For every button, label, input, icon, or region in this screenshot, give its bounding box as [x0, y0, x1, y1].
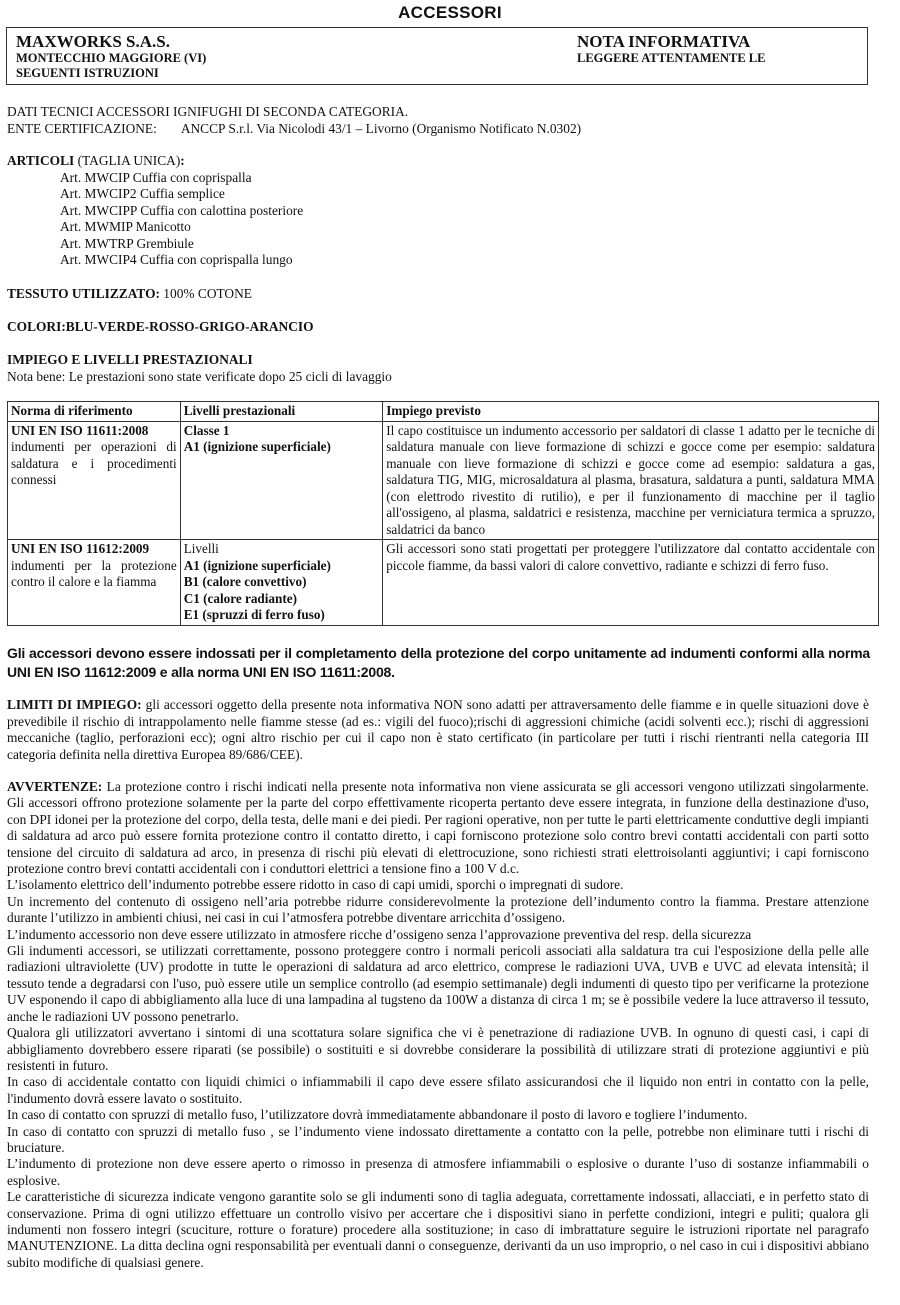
level-item: B1 (calore convettivo)	[183, 574, 307, 589]
document-title: ACCESSORI	[398, 3, 502, 22]
paragraph: Le caratteristiche di sicurezza indicate vengono garantite solo se gli indumenti sono di taglia adeguata, correttamente indossati, allacciati, e in perfetto stato di conservazione. Prima di ogni utilizzo effettuare un controllo visivo per accertare che i dispositivi siano in perfette condizioni, integri e puliti; qualora gli indumenti non fossero integri (scuciture, rotture o forature) procedere alla sostituzione; in caso di imbrattature seguire le istruzioni riportate nel paragrafo MANUTENZIONE. La ditta declina ogni responsabilità per eventuali danni o conseguenze, derivanti da un uso improprio, o nel caso in cui i dispositivi abbiano subito modifiche di qualsiasi genere.	[7, 1189, 869, 1270]
table-row	[8, 540, 879, 626]
level-item: E1 (spruzzi di ferro fuso)	[183, 607, 325, 622]
paragraph: In caso di contatto con spruzzi di metallo fuso , se l’indumento viene indossato direttamente a contatto con la pelle, potrebbe non eliminare tutti i rischi di bruciature.	[7, 1123, 869, 1155]
intro-line: DATI TECNICI ACCESSORI IGNIFUGHI DI SECONDA CATEGORIA.	[7, 104, 409, 119]
company-location-line2: SEGUENTI ISTRUZIONI	[16, 66, 159, 80]
avvertenze-section	[7, 779, 869, 1271]
colori-line: COLORI:BLU-VERDE-ROSSO-GRIGO-ARANCIO	[7, 319, 314, 334]
header-company-block	[16, 32, 206, 81]
norm-title: UNI EN ISO 11611:2008	[11, 422, 149, 438]
norm-cell	[8, 540, 181, 626]
certification-label: ENTE CERTIFICAZIONE:	[7, 120, 157, 136]
level-item: Livelli	[183, 541, 219, 556]
paragraph: L’indumento accessorio non deve essere utilizzato in atmosfere ricche d’ossigeno senza l’approvazione preventiva del resp. della sicurezza	[7, 926, 752, 942]
norm-cell	[8, 421, 181, 540]
level-item: Classe 1	[183, 422, 230, 438]
tessuto-label: TESSUTO UTILIZZATO:	[7, 286, 160, 301]
table-header-cell: Norma di riferimento	[8, 402, 181, 422]
impiego-heading: IMPIEGO E LIVELLI PRESTAZIONALI	[7, 352, 253, 367]
articoli-heading-label: ARTICOLI	[7, 153, 75, 168]
list-item: Art. MWMIP Manicotto	[60, 219, 191, 234]
norm-description: indumenti per la protezione contro il calore e la fiamma	[11, 557, 177, 589]
avvertenze-lead-text: La protezione contro i rischi indicati nella presente nota informativa non viene assicurata se gli accessori vengono utilizzati singolarmente. Gli accessori offrono protezione solamente per la parte del corpo effettivamente ricoperta pertanto deve essere integrata, in funzione della destinazione d'uso, con DPI idonei per la protezione del corpo, della testa, delle mani e dei piedi. Per ragioni operative, non per tutte le parti elettricamente conduttive degli impianti di saldatura ad arco può essere fornita protezione contro il contatto diretto, i capi forniscono protezione solo contro brevi contatti accidentali con parti sotto tensione del circuito di saldatura ad arco, in presenza di rischi più elevati di elettrocuzione, sono richiesti strati elettroisolanti aggiuntivi; i capi forniscono protezione contro brevi contatti accidentali con i conduttori elettrici a tensione fino a 100 V d.c.	[7, 779, 869, 877]
levels-cell	[180, 540, 383, 626]
impiego-note: Nota bene: Le prestazioni sono state verificate dopo 25 cicli di lavaggio	[7, 368, 392, 384]
use-cell: Gli accessori sono stati progettati per proteggere l'utilizzatore dal contatto accidentale con piccole fiamme, da bassi valori di calore convettivo, radiante e schizzi di ferro fuso.	[383, 540, 879, 626]
paragraph: Gli indumenti accessori, se utilizzati correttamente, possono proteggere contro i normali pericoli associati alla saldatura tra cui l'esposizione della pelle alle radiazioni ultraviolette (UV) prodotte in tutte le operazioni di saldatura ad arco elettrico, comprese le radiazioni UVA, UVB e UVC ad elevata intensità; il tessuto tende a degradarsi con l'uso, può essere utile un semplice controllo (ad esempio settimanale) degli indumenti di questo tipo per verificarne la protezione UV esponendo il capo di abbigliamento alla luce di una lampadina al tugsteno da 100W a distanza di circa 1 m; se è possibile vedere la luce attraverso il tessuto, anche le radiazioni UV possono penetrarlo.	[7, 943, 869, 1024]
level-item: A1 (ignizione superficiale)	[183, 439, 331, 454]
note-subtitle: LEGGERE ATTENTAMENTE LE	[577, 51, 766, 65]
intro-section	[7, 104, 877, 137]
list-item: Art. MWCIP2 Cuffia semplice	[60, 186, 225, 201]
articoli-section	[7, 153, 877, 269]
note-title: NOTA INFORMATIVA	[577, 32, 751, 51]
table-row	[8, 421, 879, 540]
level-item: A1 (ignizione superficiale)	[183, 557, 331, 573]
header-note-block	[577, 32, 765, 66]
list-item: Art. MWCIPP Cuffia con calottina posteriore	[60, 202, 304, 218]
avvertenze-lead-paragraph	[7, 779, 869, 877]
list-item: Art. MWTRP Grembiule	[60, 235, 194, 251]
norm-description: indumenti per operazioni di saldatura e i procedimenti connessi	[11, 439, 177, 487]
table-header-cell: Impiego previsto	[383, 402, 879, 422]
paragraph: In caso di accidentale contatto con liquidi chimici o infiammabili il capo deve essere sfilato assicurandosi che il liquido non entri in contatto con la pelle, l'indumento dovrà essere lavato o sostituito.	[7, 1074, 869, 1106]
paragraph: L’indumento di protezione non deve essere aperto o rimosso in presenza di atmosfere infiammabili o esplosive o durante l’uso di sostanze infiammabili o esplosive.	[7, 1156, 869, 1188]
table-header-row	[8, 402, 879, 422]
list-item: Art. MWCIP4 Cuffia con coprispalla lungo	[60, 252, 293, 267]
paragraph: Un incremento del contenuto di ossigeno nell’aria potrebbe ridurre considerevolmente la protezione dell’indumento contro la fiamma. Prestare attenzione durante l’utilizzo in ambienti chiusi, nei casi in cui l’atmosfera potrebbe diventare arricchita d’ossigeno.	[7, 893, 869, 926]
limiti-text: gli accessori oggetto della presente nota informativa NON sono adatti per attraversamento delle fiamme e in quelle situazioni dove è prevedibile il rischio di intrappolamento nelle fiamme stesse (ad es.: vigili del fuoco);rischi di aggressioni chimiche (acidi solventi ecc.); rischi di aggressioni meccaniche (taglio, perforazioni ecc); ogni altro rischio per cui il capo non è stato certificato (in particolare per tutti i rischi rientranti nella categoria III categoria definita nella direttiva Europea 89/686/CEE).	[7, 697, 869, 762]
avvertenze-label: AVVERTENZE:	[7, 779, 103, 794]
table-header-cell: Livelli prestazionali	[180, 402, 383, 422]
paragraph: Qualora gli utilizzatori avvertano i sintomi di una scottatura solare significa che vi è penetrazione di radiazione UVB. In ognuno di questi casi, i capi di abbigliamento dovrebbero essere riparati (se possibile) o sostituiti e si dovrebbe considerare la possibilità di utilizzare strati di protezione aggiuntivi e più resistenti in futuro.	[7, 1025, 869, 1073]
paragraph: L’isolamento elettrico dell’indumento potrebbe essere ridotto in caso di capi umidi, sporchi o impregnati di sudore.	[7, 877, 624, 893]
articoli-heading-suffix: (TAGLIA UNICA)	[74, 153, 181, 168]
list-item: Art. MWCIP Cuffia con coprispalla	[60, 169, 252, 185]
paragraph: In caso di contatto con spruzzi di metallo fuso, l’utilizzatore dovrà immediatamente abbandonare il posto di lavoro e togliere l’indumento.	[7, 1107, 748, 1123]
tessuto-line	[7, 286, 877, 303]
limiti-label: LIMITI DI IMPIEGO:	[7, 697, 142, 712]
certification-value: ANCCP S.r.l. Via Nicolodi 43/1 – Livorno (Organismo Notificato N.0302)	[180, 120, 582, 136]
impiego-section	[7, 352, 877, 385]
header-box	[6, 27, 868, 85]
compliance-notice: Gli accessori devono essere indossati per il completamento della protezione del corpo unitamente ad indumenti conformi alla norma UNI EN ISO 11612:2009 e alla norma UNI EN ISO 11611:2008.	[7, 645, 870, 680]
limiti-section	[7, 697, 869, 763]
articoli-heading	[7, 153, 877, 170]
level-item: C1 (calore radiante)	[183, 590, 297, 606]
company-name: MAXWORKS S.A.S.	[16, 32, 170, 51]
articoli-heading-colon: :	[180, 153, 185, 168]
company-location: MONTECCHIO MAGGIORE (VI)	[16, 51, 207, 65]
articoli-list	[7, 170, 877, 269]
levels-cell	[180, 421, 383, 540]
performance-table	[7, 401, 879, 626]
norm-title: UNI EN ISO 11612:2009	[11, 541, 150, 556]
tessuto-value: 100% COTONE	[159, 286, 252, 301]
use-cell: Il capo costituisce un indumento accessorio per saldatori di classe 1 adatto per le tecniche di saldatura manuale con lieve formazione di schizzi e gocce come per esempio: saldatura manuale con lieve formazione di schizzi e gocce come ad esempio: saldatura a gas, saldatura TIG, MIG, microsaldatura al plasma, brasatura, saldatura a punti, saldatura MMA (con elettrodo rivestito di rutilio), e per il funzionamento di macchine per il taglio all'ossigeno, al plasma, saldatrici e resistenza, macchine per verniciatura termica a spruzzo, saldatrici da banco	[383, 421, 879, 540]
certification-line	[7, 121, 877, 138]
